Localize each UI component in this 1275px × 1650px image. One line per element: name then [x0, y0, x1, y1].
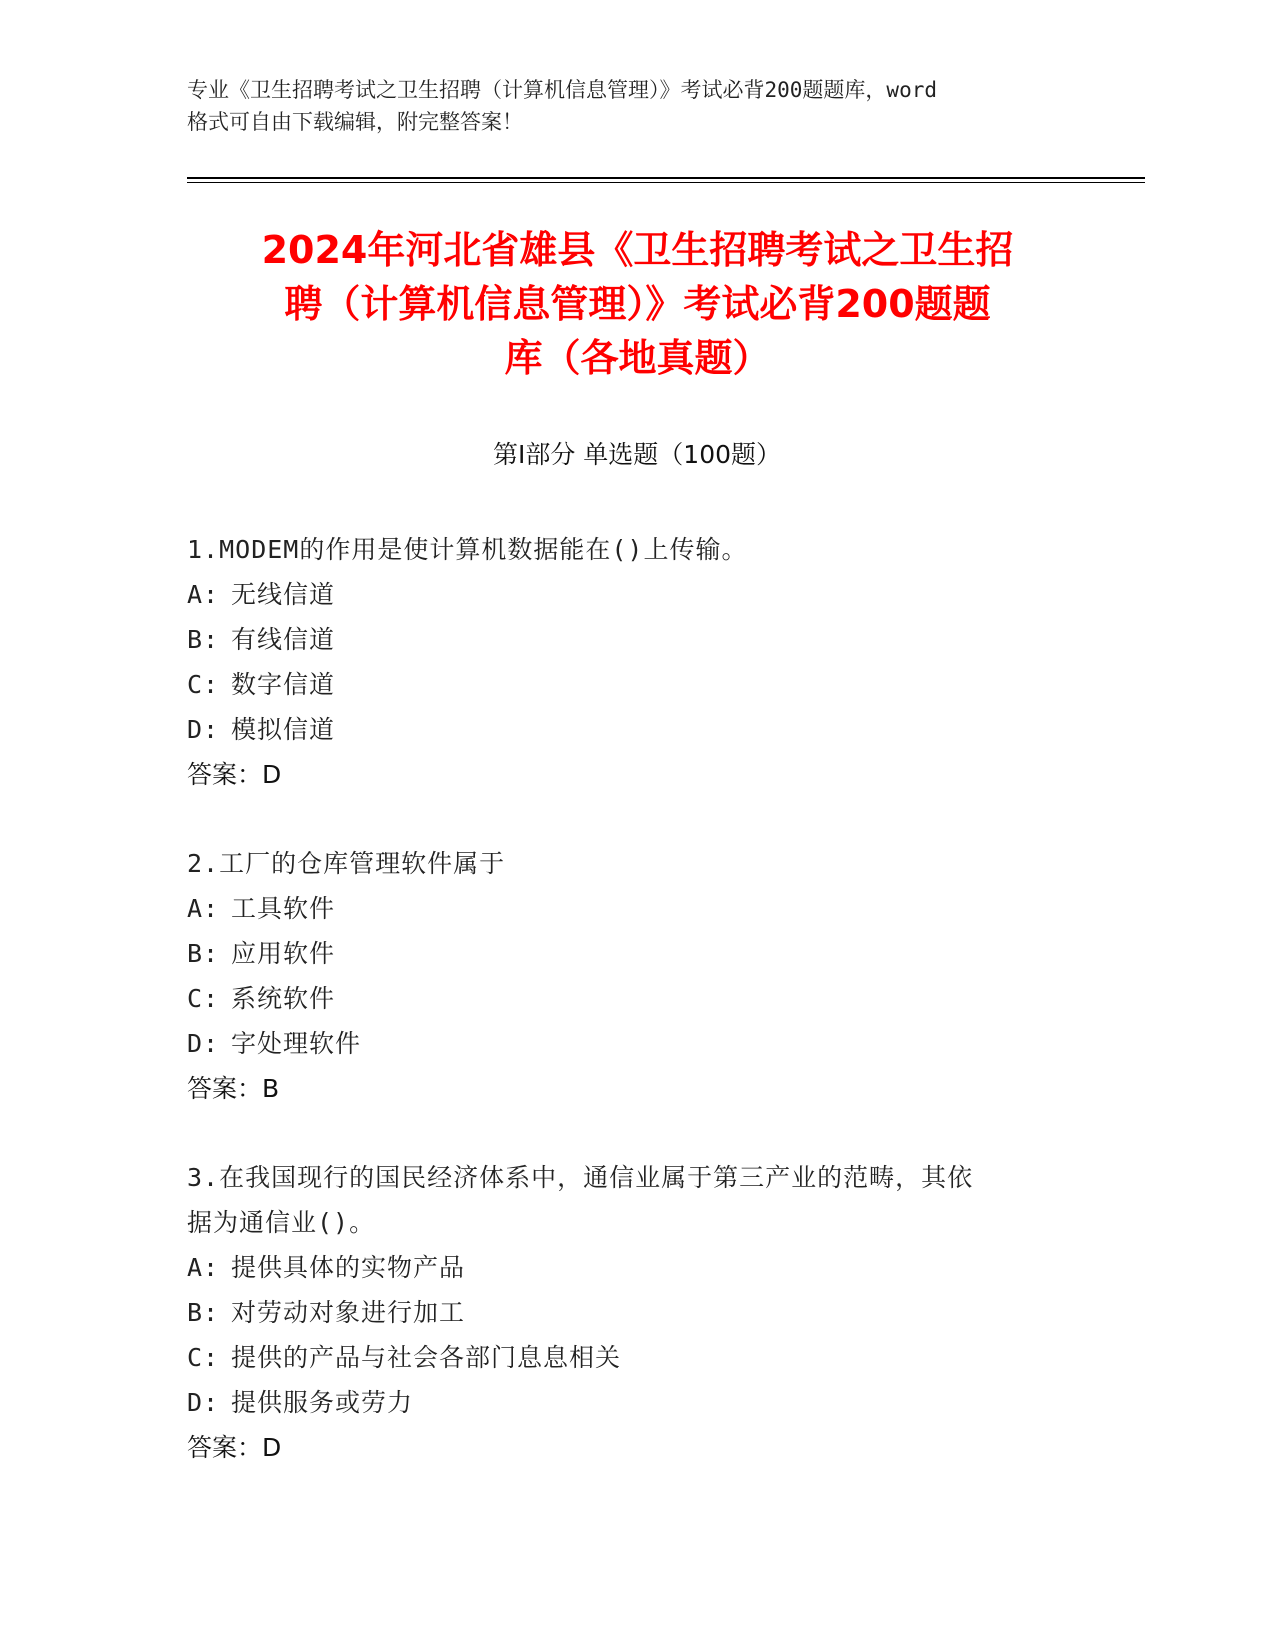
option-text: 字处理软件 [231, 1029, 362, 1058]
header-note-line-2: 格式可自由下载编辑，附完整答案！ [187, 110, 523, 134]
question-stem-line-2: 据为通信业()。 [187, 1208, 376, 1237]
option-text: 数字信道 [231, 670, 336, 699]
option-text: 提供的产品与社会各部门息息相关 [231, 1343, 622, 1372]
option-key: C: [187, 1343, 220, 1372]
option-key: A: [187, 1253, 220, 1282]
title-line-3: 库（各地真题） [504, 336, 771, 380]
title-line-1: 2024年河北省雄县《卫生招聘考试之卫生招 [261, 228, 1014, 272]
option-key: D: [187, 1388, 220, 1417]
header-note-line-1: 专业《卫生招聘考试之卫生招聘（计算机信息管理）》考试必背200题题库，word [187, 78, 937, 102]
option-b [187, 617, 1067, 662]
document-title [150, 223, 1125, 385]
option-text: 模拟信道 [231, 715, 336, 744]
question-item [187, 1155, 1067, 1470]
option-b [187, 1290, 1067, 1335]
answer-line: 答案：B [187, 1074, 280, 1103]
answer-line: 答案：D [187, 760, 282, 789]
option-b [187, 931, 1067, 976]
option-d [187, 1021, 1067, 1066]
answer-line: 答案：D [187, 1433, 282, 1462]
option-key: C: [187, 670, 220, 699]
option-key: B: [187, 625, 220, 654]
option-text: 无线信道 [231, 580, 336, 609]
section-heading: 第Ⅰ部分 单选题（100题） [492, 440, 782, 469]
option-text: 提供服务或劳力 [231, 1388, 414, 1417]
option-text: 提供具体的实物产品 [231, 1253, 466, 1282]
header-divider-thin [187, 182, 1145, 183]
option-text: 应用软件 [231, 939, 336, 968]
option-key: D: [187, 715, 220, 744]
question-list [187, 527, 1067, 1514]
option-a [187, 1245, 1067, 1290]
option-text: 对劳动对象进行加工 [231, 1298, 466, 1327]
question-stem: 1.MODEM的作用是使计算机数据能在()上传输。 [187, 535, 748, 564]
header-divider-thick [187, 177, 1145, 179]
question-stem: 2.工厂的仓库管理软件属于 [187, 849, 506, 878]
option-d [187, 1380, 1067, 1425]
option-d [187, 707, 1067, 752]
option-a [187, 572, 1067, 617]
option-c [187, 662, 1067, 707]
option-key: D: [187, 1029, 220, 1058]
option-key: B: [187, 939, 220, 968]
question-stem-line-1: 3.在我国现行的国民经济体系中，通信业属于第三产业的范畴，其依 [187, 1163, 974, 1192]
option-text: 系统软件 [231, 984, 336, 1013]
option-key: B: [187, 1298, 220, 1327]
option-key: A: [187, 894, 220, 923]
question-item [187, 841, 1067, 1111]
question-item [187, 527, 1067, 797]
option-a [187, 886, 1067, 931]
option-text: 有线信道 [231, 625, 336, 654]
option-c [187, 976, 1067, 1021]
option-key: A: [187, 580, 220, 609]
option-key: C: [187, 984, 220, 1013]
title-line-2: 聘（计算机信息管理）》考试必背200题题 [284, 282, 991, 326]
header-note [187, 74, 1087, 138]
option-text: 工具软件 [231, 894, 336, 923]
option-c [187, 1335, 1067, 1380]
